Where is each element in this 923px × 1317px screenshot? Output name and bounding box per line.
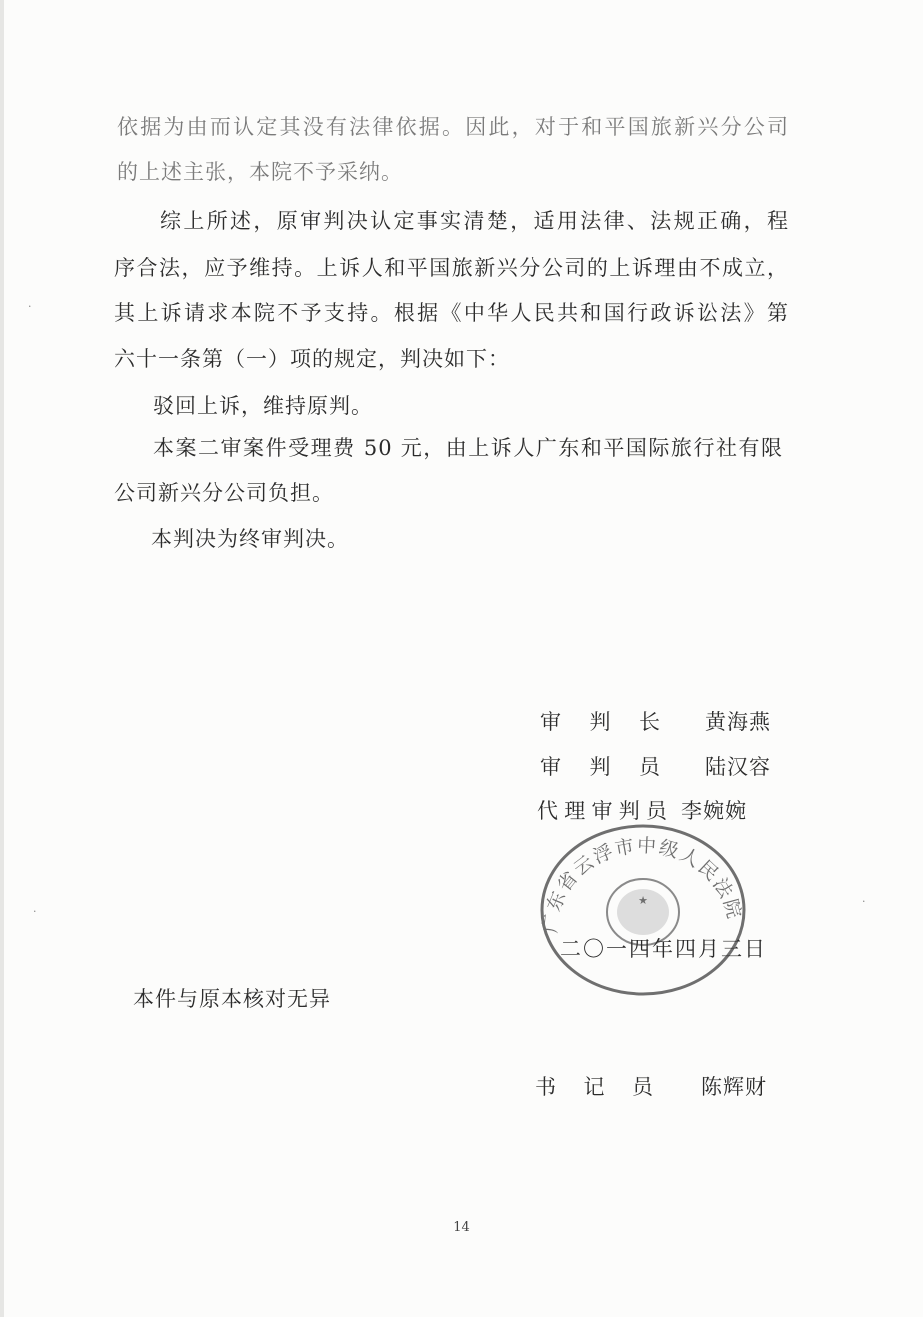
paragraph-line-8: 本案二审案件受理费 50 元，由上诉人广东和平国际旅行社有限 — [153, 436, 783, 460]
scan-speck: · — [28, 300, 32, 313]
paragraph-line-1: 依据为由而认定其没有法律依据。因此，对于和平国旅新兴分公司 — [117, 115, 789, 139]
scan-speck: · — [33, 905, 37, 918]
acting-judge-name: 李婉婉 — [681, 799, 747, 823]
seal-text: 广东省云浮市中级人民法院 — [539, 834, 746, 935]
paragraph-line-2: 的上述主张，本院不予采纳。 — [117, 160, 403, 184]
judge-role: 审判员 — [540, 755, 660, 779]
clerk-name: 陈辉财 — [701, 1075, 767, 1099]
emblem-star-icon: ★ — [638, 894, 648, 907]
page-edge — [0, 0, 4, 1317]
paragraph-line-5: 其上诉请求本院不予支持。根据《中华人民共和国行政诉讼法》第 — [114, 301, 789, 325]
court-seal — [538, 822, 748, 998]
presiding-judge-role: 审判长 — [540, 710, 660, 734]
judgment-line: 驳回上诉，维持原判。 — [153, 394, 373, 418]
paragraph-line-6: 六十一条第（一）项的规定，判决如下： — [114, 347, 510, 371]
judge-name: 陆汉容 — [705, 755, 771, 779]
final-judgment-line: 本判决为终审判决。 — [151, 527, 349, 551]
scan-speck: · — [862, 895, 866, 908]
paragraph-line-3: 综上所述，原审判决认定事实清楚，适用法律、法规正确，程 — [160, 209, 789, 233]
judgment-date: 二〇一四年四月三日 — [560, 937, 767, 961]
page-number: 14 — [453, 1220, 470, 1235]
verification-note: 本件与原本核对无异 — [133, 987, 331, 1011]
paragraph-line-4: 序合法，应予维持。上诉人和平国旅新兴分公司的上诉理由不成立， — [114, 256, 789, 280]
acting-judge-role: 代理审判员 — [537, 799, 667, 823]
presiding-judge-name: 黄海燕 — [705, 710, 771, 734]
paragraph-line-9: 公司新兴分公司负担。 — [114, 481, 334, 505]
clerk-role: 书记员 — [535, 1075, 653, 1099]
